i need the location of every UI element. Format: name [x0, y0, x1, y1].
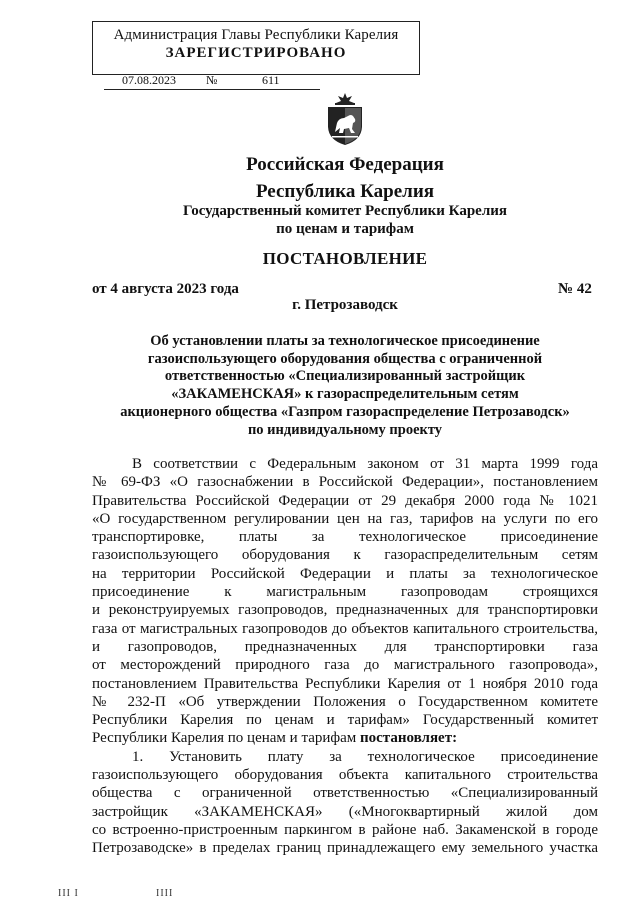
- body-last-plain: Республики Карелия по ценам и тарифам: [92, 730, 357, 747]
- item1-line: со встроенно-пристроенным паркингом в районе наб. Закаменской в городе: [92, 821, 598, 838]
- item1-line: застройщик «ЗАКАМЕНСКАЯ» («Многоквартирный жилой дом: [92, 803, 598, 820]
- body-line: и реконструируемых газопроводов, предназначенных для транспортировки: [92, 602, 598, 619]
- resolution-title: [60, 333, 630, 439]
- body-line: газоиспользующего оборудования к газораспределительным сетям: [92, 547, 598, 564]
- stamp-authority: Администрация Главы Республики Карелия: [113, 27, 399, 43]
- stamp-date: 07.08.2023: [122, 73, 176, 87]
- registration-stamp: [92, 21, 420, 75]
- scan-marks-left: III I: [58, 888, 79, 899]
- city-name: г. Петрозаводск: [292, 297, 398, 313]
- title-line: газоиспользующего оборудования общества с ограниченной: [147, 350, 543, 367]
- stamp-number-sign: №: [206, 73, 218, 87]
- body-line: «О государственном регулировании цен на газ, тарифов на услуги по его: [92, 510, 598, 527]
- resolution-number: № 42: [558, 281, 592, 297]
- title-line: ответственностью «Специализированный застройщик: [164, 368, 526, 385]
- title-line: по индивидуальному проекту: [247, 421, 443, 438]
- scan-marks-mid: IIII: [156, 888, 174, 899]
- title-line: Об установлении платы за технологическое присоединение: [150, 333, 540, 349]
- republic-heading: Республика Карелия: [255, 181, 435, 202]
- body-line: присоединение к магистральным газопроводам строящихся: [92, 584, 598, 601]
- document-type-heading: ПОСТАНОВЛЕНИЕ: [262, 249, 428, 268]
- body-line: постановлением Правительства Республики Карелия от 1 ноября 2010 года: [92, 675, 598, 692]
- stamp-registration-row: [104, 73, 320, 90]
- country-heading: Российская Федерация: [246, 154, 444, 175]
- body-line-last: [92, 729, 598, 747]
- item1-line: газоиспользующего оборудования объекта капитального строительства: [92, 767, 598, 784]
- resolves-word: постановляет:: [360, 730, 458, 747]
- title-line: «ЗАКАМЕНСКАЯ» к газораспределительным сетям: [171, 386, 519, 403]
- body-line: В соответствии с Федеральным законом от 31 марта 1999 года: [132, 456, 598, 472]
- stamp-number: 611: [262, 73, 280, 87]
- stamp-registered: ЗАРЕГИСТРИРОВАНО: [165, 45, 347, 61]
- body-line: Республики Карелия по ценам и тарифам» Государственный комитет: [92, 712, 598, 729]
- body-line: на территории Российской Федерации и платы за технологическое: [92, 565, 598, 582]
- body-line: № 69-ФЗ «О газоснабжении в Российской Федерации», постановлением: [92, 474, 598, 491]
- item1-line: Петрозаводске» в пределах границ принадлежащего ему земельного участка: [92, 840, 598, 857]
- body-line: № 232-П «Об утверждении Положения о Государственном комитете: [92, 693, 598, 710]
- committee-heading-line1: Государственный комитет Республики Карелия: [183, 203, 507, 219]
- body-line: транспортировке, платы за технологическое присоединение: [92, 529, 598, 546]
- body-line: Правительства Российской Федерации от 29 декабря 2000 года № 1021: [92, 492, 598, 509]
- body-line: газа от магистральных газопроводов до объектов капитального строительства,: [92, 620, 598, 637]
- resolution-body: [92, 455, 598, 858]
- committee-heading-line2: по ценам и тарифам: [276, 221, 414, 237]
- body-line: от месторождений природного газа до магистрального газопровода»,: [92, 657, 598, 674]
- item1-line: 1. Установить плату за технологическое присоединение: [132, 748, 598, 765]
- karelia-coat-of-arms-icon: [322, 92, 368, 146]
- item1-line: общества с ограниченной ответственностью «Специализированный: [92, 785, 598, 802]
- body-line: и газопроводов, предназначенных для транспортировки газа: [92, 638, 598, 655]
- title-line: акционерного общества «Газпром газораспределение Петрозаводск»: [120, 403, 570, 420]
- resolution-date: от 4 августа 2023 года: [92, 281, 239, 297]
